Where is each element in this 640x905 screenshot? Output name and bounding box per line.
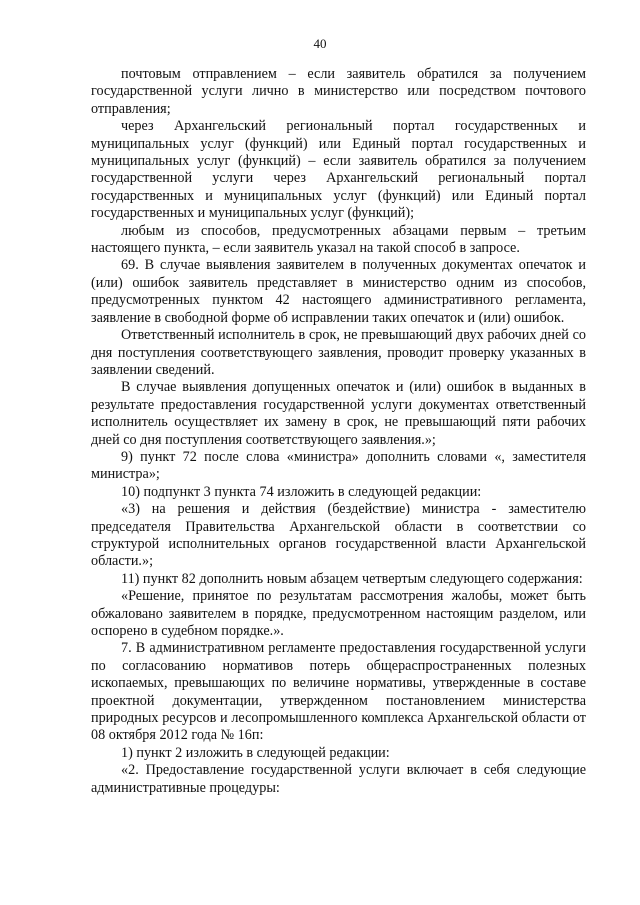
paragraph: 1) пункт 2 изложить в следующей редакции: (121, 744, 390, 761)
paragraph: 9) пункт 72 после слова «министра» дополнить словами «, заместителя министра»; (91, 448, 586, 483)
page-number: 40 (313, 36, 327, 51)
paragraph: «Решение, принятое по результатам рассмотрения жалобы, может быть обжаловано заявителем в порядке, предусмотренном настоящим разделом, или оспорено в судебном порядке.». (91, 588, 586, 639)
paragraph: почтовым отправлением – если заявитель обратился за получением государственной услуги лично в министерство или посредством почтового отправления; (91, 66, 586, 117)
paragraph: любым из способов, предусмотренных абзацами первым – третьим настоящего пункта, – если заявитель указал на такой способ в запросе. (91, 222, 586, 257)
paragraph: 69. В случае выявления заявителем в полученных документах опечаток и (или) ошибок заявитель представляет в министерство одним из способов, предусмотренных пунктом 42 настоящего административного регламента, заявление в свободной форме об исправлении таких опечаток и (или) ошибок. (91, 257, 586, 326)
body-text (91, 66, 586, 797)
paragraph: 11) пункт 82 дополнить новым абзацем четвертым следующего содержания: (121, 570, 583, 587)
paragraph: 10) подпункт 3 пункта 74 изложить в следующей редакции: (121, 483, 482, 500)
paragraph: «2. Предоставление государственной услуги включает в себя следующие административные процедуры: (91, 762, 586, 796)
paragraph: В случае выявления допущенных опечаток и (или) ошибок в выданных в результате предоставления государственной услуги документах ответственный исполнитель осуществляет их замену в срок, не превышающий пяти рабочих дней со дня поступления соответствующего заявления.»; (91, 379, 586, 448)
paragraph: Ответственный исполнитель в срок, не превышающий двух рабочих дней со дня поступления соответствующего заявления, проводит проверку указанных в заявлении сведений. (91, 327, 586, 378)
paragraph: через Архангельский региональный портал государственных и муниципальных услуг (функций) или Единый портал государственных и муниципальных услуг (функций) – если заявитель обратился за получением государственной услуги через Архангельский региональный портал государственных и муниципальных услуг (функций) или Единый портал государственных и муниципальных услуг (функций); (91, 118, 586, 222)
paragraph: «3) на решения и действия (бездействие) министра - заместителю председателя Правительства Архангельской области в соответствии со структурой исполнительных органов государственной власти Архангельской области.»; (91, 501, 586, 570)
paragraph: 7. В административном регламенте предоставления государственной услуги по согласованию нормативов потерь общераспространенных полезных ископаемых, превышающих по величине нормативы, утвержденные в составе проектной документации, утвержденном постановлением министерства природных ресурсов и лесопромышленного комплекса Архангельской области от 08 октября 2012 года № 16п: (91, 640, 586, 744)
